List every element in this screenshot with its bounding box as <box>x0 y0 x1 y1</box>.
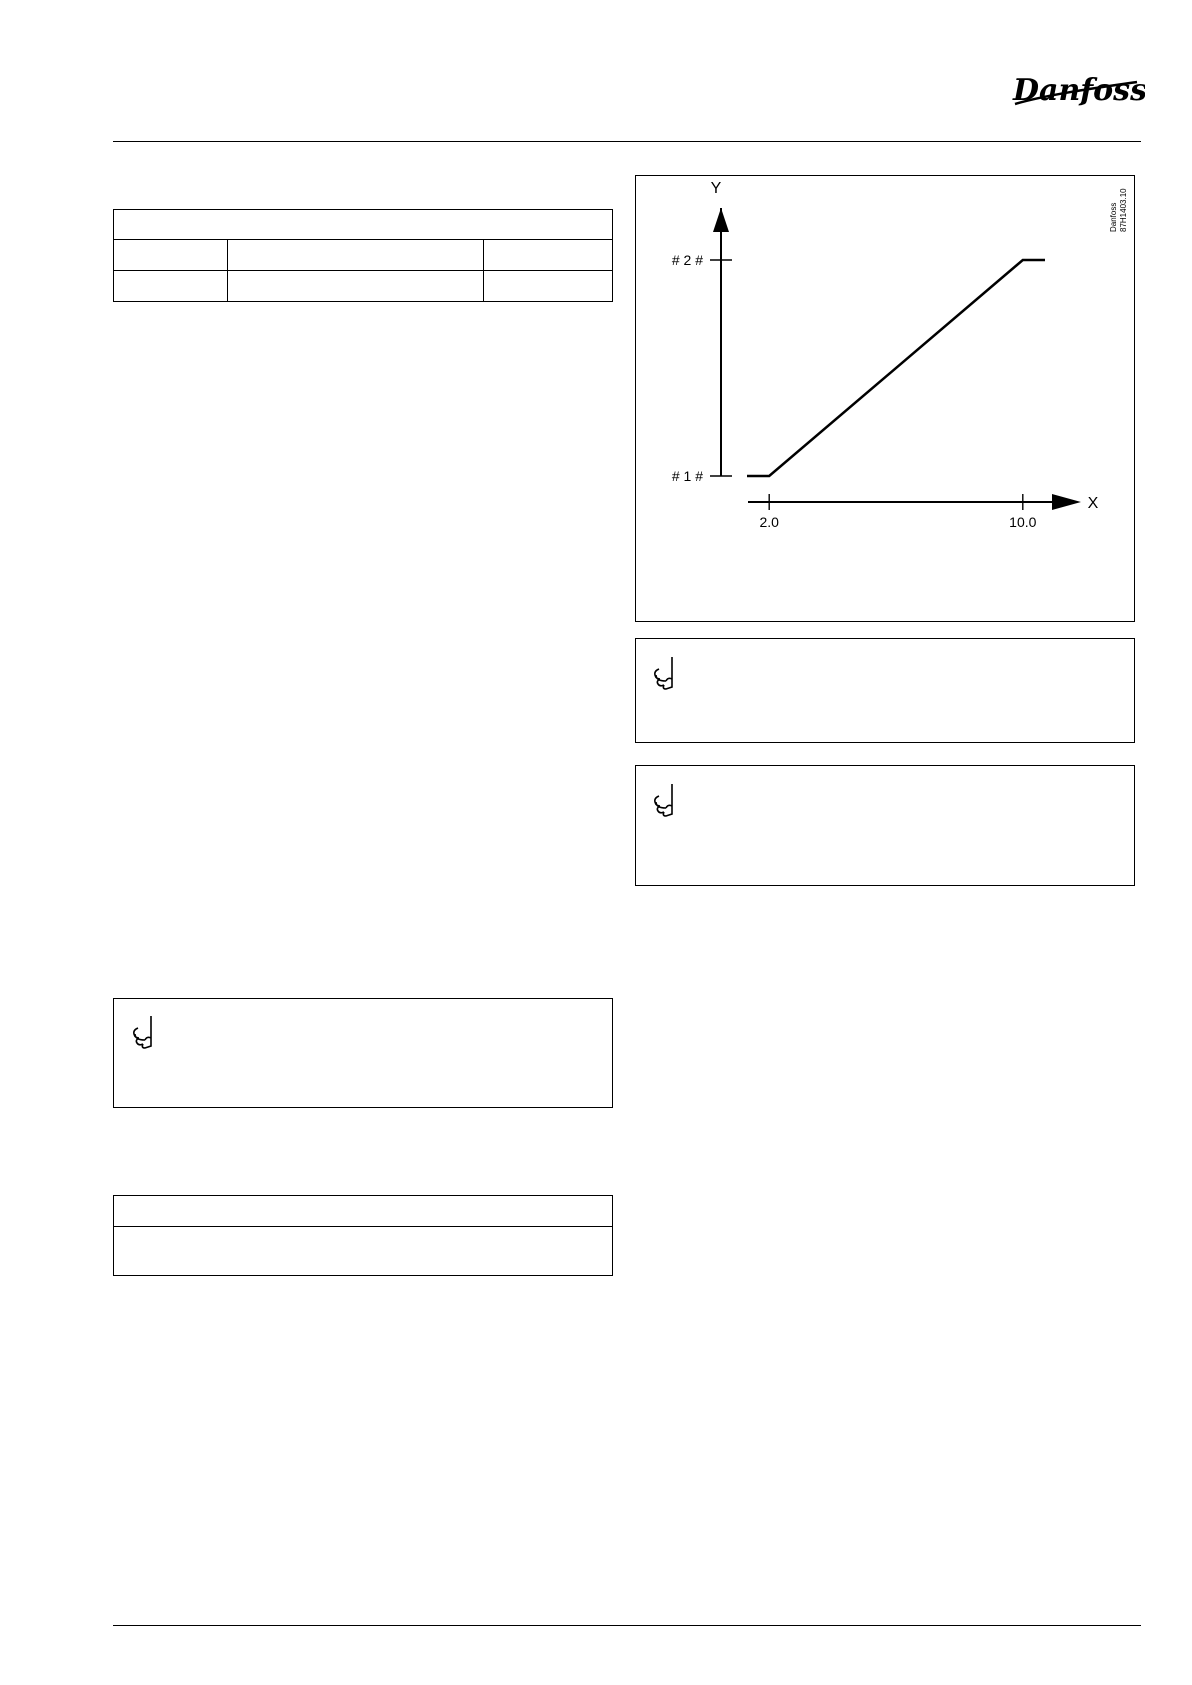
y-tick-label: # 2 # <box>671 252 703 268</box>
y-tick-label: # 1 # <box>671 468 703 484</box>
table-cell <box>114 240 228 271</box>
bottom-table <box>113 1195 613 1276</box>
note-box <box>635 765 1135 886</box>
x-axis-arrow <box>1052 494 1081 510</box>
x-axis-label: X <box>1087 495 1099 512</box>
y-axis-label: Y <box>710 180 722 197</box>
y-axis-arrow <box>713 208 729 232</box>
table-cell <box>228 271 484 302</box>
danfoss-logo <box>1005 60 1145 122</box>
series-line <box>747 260 1045 476</box>
pointing-hand-icon <box>650 655 680 691</box>
scaling-chart <box>635 175 1135 622</box>
note-box <box>635 638 1135 743</box>
pointing-hand-icon <box>129 1014 159 1050</box>
parameter-table <box>113 209 613 302</box>
table-cell <box>114 271 228 302</box>
bottom-table-header <box>114 1196 613 1227</box>
header-rule <box>113 141 1141 142</box>
x-tick-label: 10.0 <box>1009 514 1037 530</box>
svg-text:Danfoss: Danfoss <box>1013 73 1145 108</box>
reference-code <box>1106 184 1130 234</box>
chart-canvas <box>636 176 1136 623</box>
table-cell <box>484 271 613 302</box>
table-cell <box>228 240 484 271</box>
svg-text:Danfoss: Danfoss <box>1109 202 1118 232</box>
parameter-table-header <box>114 210 613 240</box>
bottom-table-body <box>114 1227 613 1276</box>
table-cell <box>484 240 613 271</box>
note-box <box>113 998 613 1108</box>
x-tick-label: 2.0 <box>759 514 779 530</box>
svg-text:87H1403.10: 87H1403.10 <box>1119 188 1128 232</box>
footer-rule <box>113 1625 1141 1626</box>
pointing-hand-icon <box>650 782 680 818</box>
